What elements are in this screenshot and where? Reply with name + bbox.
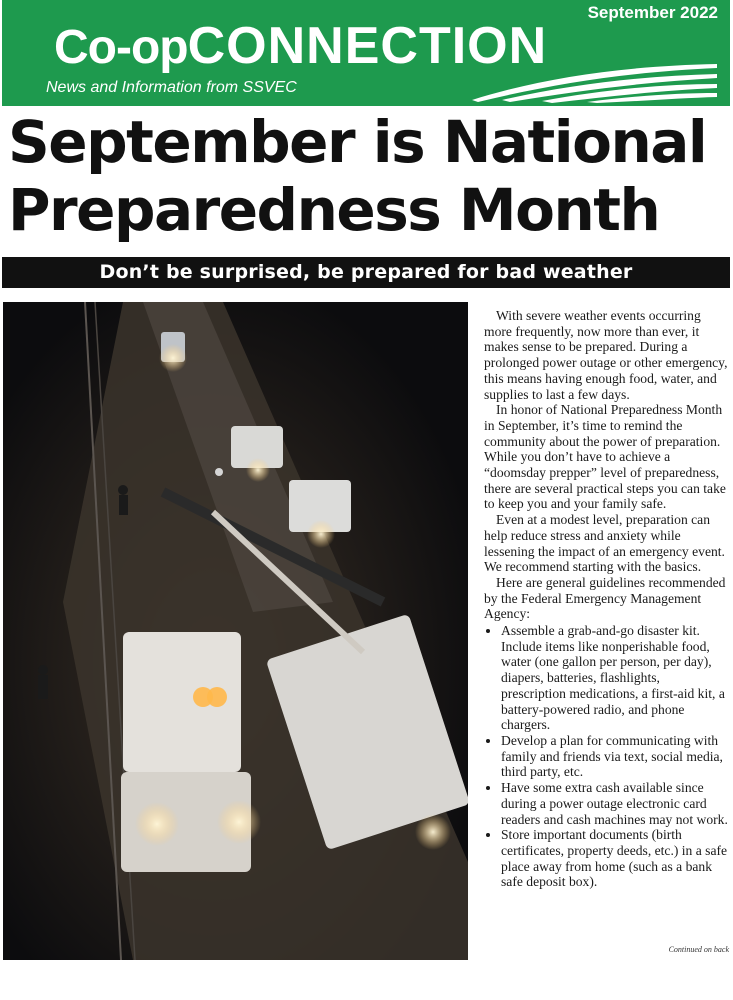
issue-date: September 2022 bbox=[587, 3, 718, 22]
continued-note: Continued on back bbox=[668, 945, 729, 954]
guideline-list bbox=[484, 623, 728, 890]
guideline-item: • Assemble a grab-and-go disaster kit. Include items like nonperishable food, water (one gallon per person, per day), diapers, batteries, flashlights, prescription medications, a first-aid kit, a battery-powered radio, and phone chargers. bbox=[501, 623, 728, 733]
title-coop: Co-op bbox=[54, 21, 188, 74]
article-paragraph: Even at a modest level, preparation can help reduce stress and anxiety while lessening the impact of an emergency event. We recommend starting with the basics. bbox=[484, 512, 725, 575]
article-paragraph: With severe weather events occurring more frequently, now more than ever, it makes sense to be prepared. During a prolonged power outage or other emergency, this means having enough food, water, and supplies to last a few days. bbox=[484, 308, 728, 402]
article-paragraph: Here are general guidelines recommended by the Federal Emergency Management Agency: bbox=[484, 574, 726, 622]
masthead bbox=[2, 0, 730, 106]
night-crew-photo bbox=[3, 302, 468, 960]
field-swoosh-logo-icon bbox=[462, 56, 722, 104]
guideline-item: • Store important documents (birth certificates, property deeds, etc.) in a safe place away from home (such as a bank safe deposit box). bbox=[501, 827, 728, 890]
article-body bbox=[484, 308, 728, 890]
article-paragraph: In honor of National Preparedness Month in September, it’s time to remind the community about the power of preparation. While you don’t have to achieve a “doomsday prepper” level of preparedness, there are several practical steps you can take to keep you and your family safe. bbox=[484, 402, 726, 512]
headline-line-1: September is National bbox=[8, 108, 707, 176]
headline-line-2: Preparedness Month bbox=[8, 176, 660, 244]
guideline-item: • Develop a plan for communicating with family and friends via text, social media, third party, etc. bbox=[501, 733, 728, 780]
guideline-item: • Have some extra cash available since during a power outage electronic card readers and cash machines may not work. bbox=[501, 780, 728, 827]
title-connection: CONNECTION bbox=[187, 17, 548, 75]
masthead-tagline: News and Information from SSVEC bbox=[46, 79, 297, 96]
subheadline-bar: Don’t be surprised, be prepared for bad weather bbox=[2, 257, 730, 288]
page-headline bbox=[8, 108, 728, 244]
